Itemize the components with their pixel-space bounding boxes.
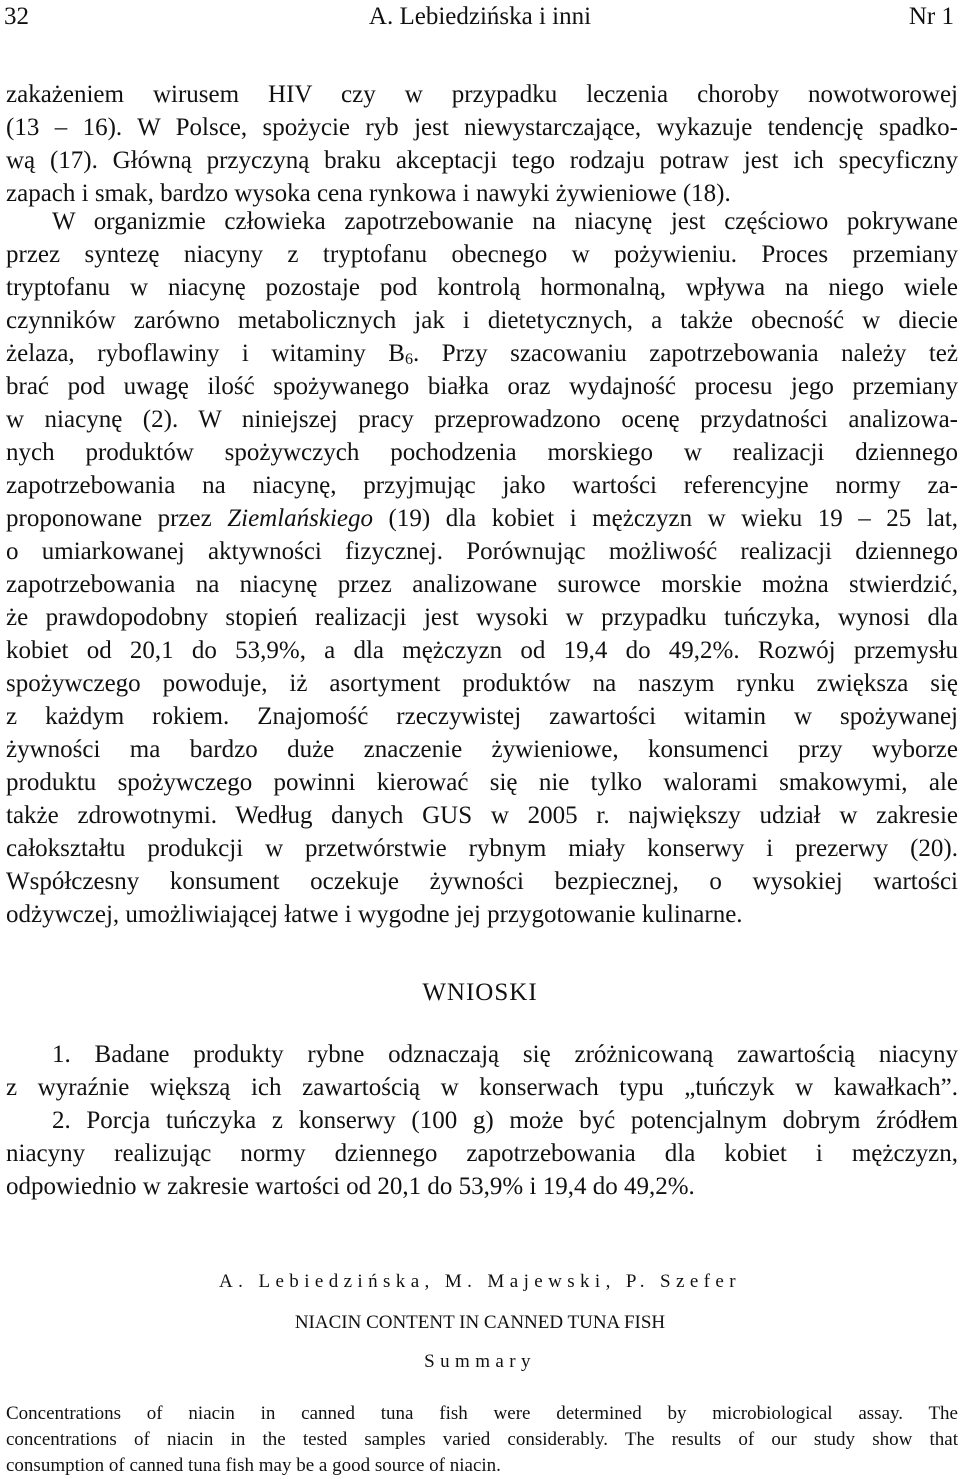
cited-author: Ziemlańskiego (227, 505, 374, 532)
body-line: brać pod uwagę ilość spożywanego białka oraz wydajność procesu jego przemiany (6, 373, 958, 400)
page-number: 32 (4, 3, 29, 30)
body-line: przez syntezę niacyny z tryptofanu obecnego w pożywieniu. Proces przemiany (6, 241, 958, 268)
body-line: w niacynę (2). W niniejszej pracy przeprowadzono ocenę przydatności analizowa- (6, 406, 958, 433)
body-line: zapach i smak, bardzo wysoka cena rynkowa i nawyki żywieniowe (18). (6, 180, 731, 207)
body-line: odżywczej, umożliwiającej łatwe i wygodne jej przygotowanie kulinarne. (6, 901, 743, 928)
summary-line: concentrations of niacin in the tested samples varied considerably. The results of our study show that (6, 1429, 958, 1450)
subscript-six: 6 (405, 351, 413, 368)
body-line-vitamin (6, 338, 958, 370)
body-line: spożywczego powoduje, iż asortyment produktów na naszym rynku zwiększa się (6, 670, 958, 697)
section-heading: WNIOSKI (422, 979, 538, 1006)
body-line: że prawdopodobny stopień realizacji jest wysoki w przypadku tuńczyka, wynosi dla (6, 604, 958, 631)
body-line: całokształtu produkcji w przetwórstwie rybnym miały konserwy i prezerwy (20). (6, 835, 958, 862)
body-line: czynników zarówno metabolicznych jak i dietetycznych, a także obecność w diecie (6, 307, 958, 334)
body-line: kobiet od 20,1 do 53,9%, a dla mężczyzn od 19,4 do 49,2%. Rozwój przemysłu (6, 637, 958, 664)
summary-authors: A. Lebiedzińska, M. Majewski, P. Szefer (219, 1271, 741, 1292)
summary-title: NIACIN CONTENT IN CANNED TUNA FISH (294, 1312, 666, 1333)
summary-line: Concentrations of niacin in canned tuna fish were determined by microbiological assay. The (6, 1403, 958, 1424)
conclusion-line: 2. Porcja tuńczyka z konserwy (100 g) może być potencjalnym dobrym źródłem (52, 1107, 958, 1134)
running-title: A. Lebiedzińska i inni (368, 3, 592, 30)
body-line: (13 – 16). W Polsce, spożycie ryb jest niewystarczające, wykazuje tendencję spadko- (6, 114, 958, 141)
body-line-citation (6, 503, 958, 535)
body-text: (19) dla kobiet i mężczyzn w wieku 19 – 25 lat, (373, 505, 959, 532)
conclusion-line: 1. Badane produkty rybne odznaczają się zróżnicowaną zawartością niacyny (52, 1041, 958, 1068)
body-text: proponowane przez (6, 505, 212, 532)
body-line: tryptofanu w niacynę pozostaje pod kontrolą hormonalną, wpływa na niego wiele (6, 274, 958, 301)
summary-line: consumption of canned tuna fish may be a good source of niacin. (6, 1455, 501, 1476)
body-line: zakażeniem wirusem HIV czy w przypadku leczenia choroby nowotworowej (6, 81, 958, 108)
body-line: o umiarkowanej aktywności fizycznej. Porównując możliwość realizacji dziennego (6, 538, 958, 565)
body-line: zapotrzebowania na niacynę przez analizowane surowce morskie można stwierdzić, (6, 571, 958, 598)
body-line: wą (17). Główną przyczyną braku akceptacji tego rodzaju potraw jest ich specyficzny (6, 147, 958, 174)
body-text: . Przy szacowaniu zapotrzebowania należy też (413, 340, 958, 367)
summary-heading: Summary (424, 1351, 536, 1372)
body-line: nych produktów spożywczych pochodzenia morskiego w realizacji dziennego (6, 439, 958, 466)
body-line: z każdym rokiem. Znajomość rzeczywistej zawartości witamin w spożywanej (6, 703, 958, 730)
conclusion-line: niacyny realizując normy dziennego zapotrzebowania dla kobiet i mężczyzn, (6, 1140, 958, 1167)
body-line: Współczesny konsument oczekuje żywności bezpiecznej, o wysokiej wartości (6, 868, 958, 895)
body-line: zapotrzebowania na niacynę, przyjmując jako wartości referencyjne normy za- (6, 472, 958, 499)
body-line: także zdrowotnymi. Według danych GUS w 2005 r. największy udział w zakresie (6, 802, 958, 829)
body-line: żywności ma bardzo duże znaczenie żywieniowe, konsumenci przy wyborze (6, 736, 958, 763)
body-line: W organizmie człowieka zapotrzebowanie na niacynę jest częściowo pokrywane (52, 208, 958, 235)
body-text: żelaza, ryboflawiny i witaminy B (6, 340, 405, 367)
body-line: produktu spożywczego powinni kierować się nie tylko walorami smakowymi, ale (6, 769, 958, 796)
issue-number: Nr 1 (908, 3, 954, 30)
conclusion-line: odpowiednio w zakresie wartości od 20,1 do 53,9% i 19,4 do 49,2%. (6, 1173, 695, 1200)
conclusion-line: z wyraźnie większą ich zawartością w konserwach typu „tuńczyk w kawałkach”. (6, 1074, 958, 1101)
